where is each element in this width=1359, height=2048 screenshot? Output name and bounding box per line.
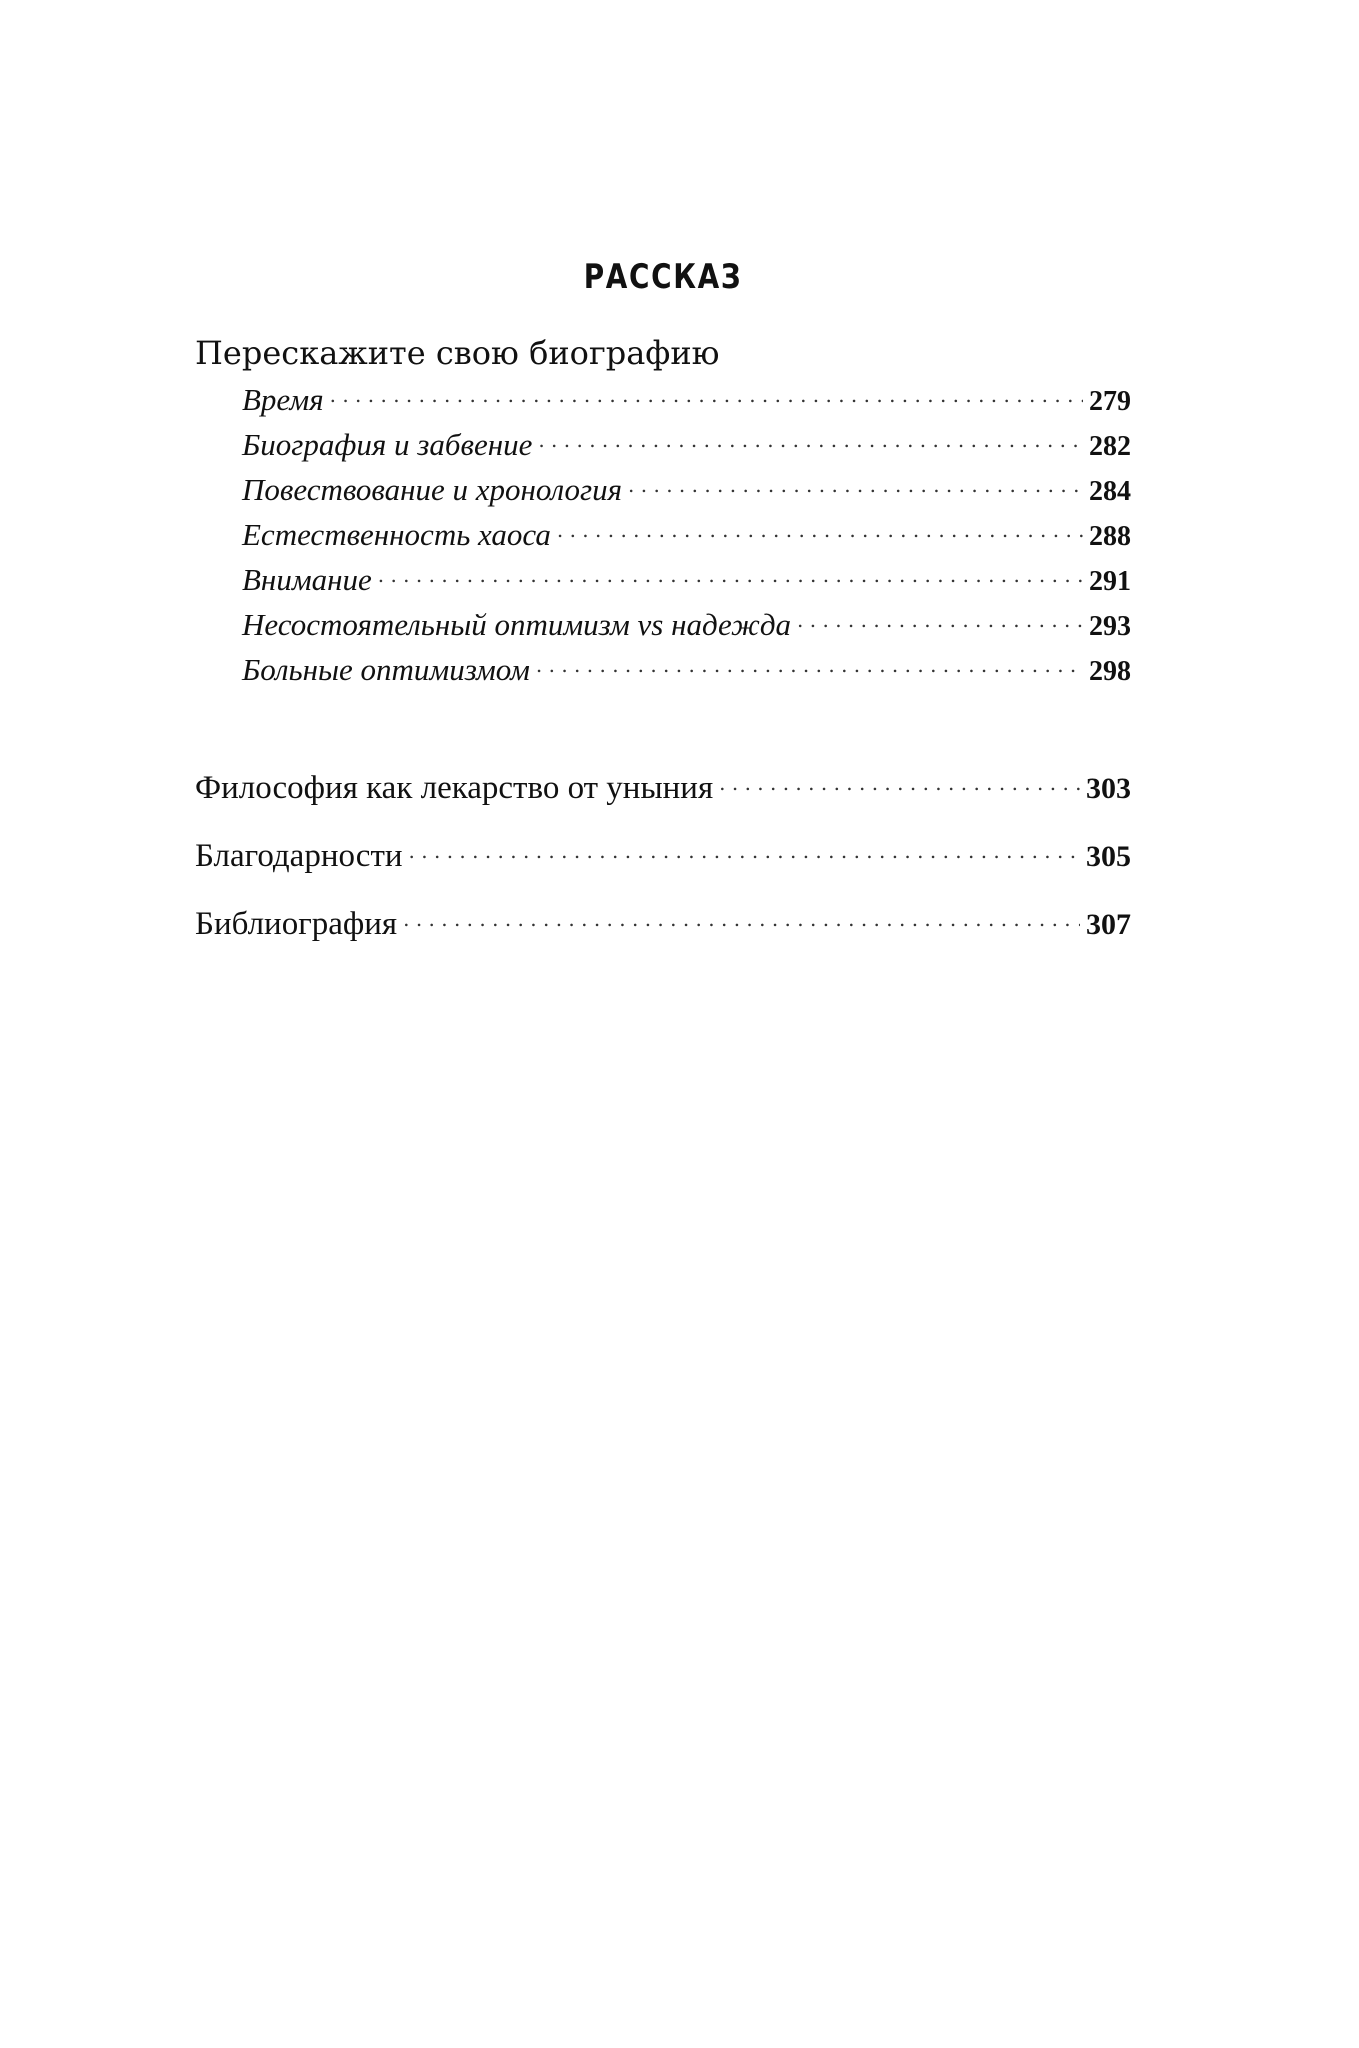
toc-entry-page: 291 <box>1089 566 1131 597</box>
toc-entry-label: Внимание <box>242 562 372 597</box>
toc-entry-page: 279 <box>1089 386 1131 417</box>
dot-leader <box>628 472 1083 500</box>
toc-entry <box>195 767 1131 807</box>
dot-leader <box>378 562 1083 590</box>
toc-entry <box>242 382 1131 418</box>
toc-entry <box>242 652 1131 688</box>
dot-leader <box>719 767 1080 798</box>
part-title: Перескажите свою биографию <box>195 334 720 372</box>
toc-entry-label: Больные оптимизмом <box>242 652 530 687</box>
toc-entry-label: Биография и забвение <box>242 427 533 462</box>
dot-leader <box>538 427 1083 455</box>
toc-entry-label: Несостоятельный оптимизм vs надежда <box>242 607 792 642</box>
toc-entry-page: 282 <box>1089 431 1131 462</box>
dot-leader <box>330 382 1083 410</box>
toc-entry-page: 284 <box>1089 476 1131 507</box>
dot-leader <box>409 835 1080 866</box>
toc-entry-label: Повествование и хронология <box>242 472 623 507</box>
dot-leader <box>403 903 1080 934</box>
toc-entry <box>242 562 1131 598</box>
toc-entry <box>242 607 1131 643</box>
toc-entry-label: Философия как лекарство от уныния <box>195 770 714 806</box>
toc-entry-page: 298 <box>1089 656 1131 687</box>
toc-page <box>195 0 1131 2048</box>
dot-leader <box>557 517 1083 545</box>
toc-entry-label: Естественность хаоса <box>242 517 551 552</box>
toc-entry-label: Библиография <box>195 906 398 942</box>
toc-entry-label: Благодарности <box>195 838 403 874</box>
section-heading: РАССКАЗ <box>583 257 743 297</box>
toc-entry-page: 288 <box>1089 521 1131 552</box>
toc-entry-page: 307 <box>1086 908 1131 941</box>
toc-entry-page: 305 <box>1086 840 1131 873</box>
toc-entry-label: Время <box>242 382 324 417</box>
toc-entry <box>242 472 1131 508</box>
toc-entry-page: 303 <box>1086 772 1131 805</box>
toc-entry <box>242 517 1131 553</box>
toc-entry <box>242 427 1131 463</box>
toc-entry <box>195 835 1131 875</box>
dot-leader <box>797 607 1083 635</box>
dot-leader <box>536 652 1083 680</box>
toc-entry-page: 293 <box>1089 611 1131 642</box>
toc-entry <box>195 903 1131 943</box>
